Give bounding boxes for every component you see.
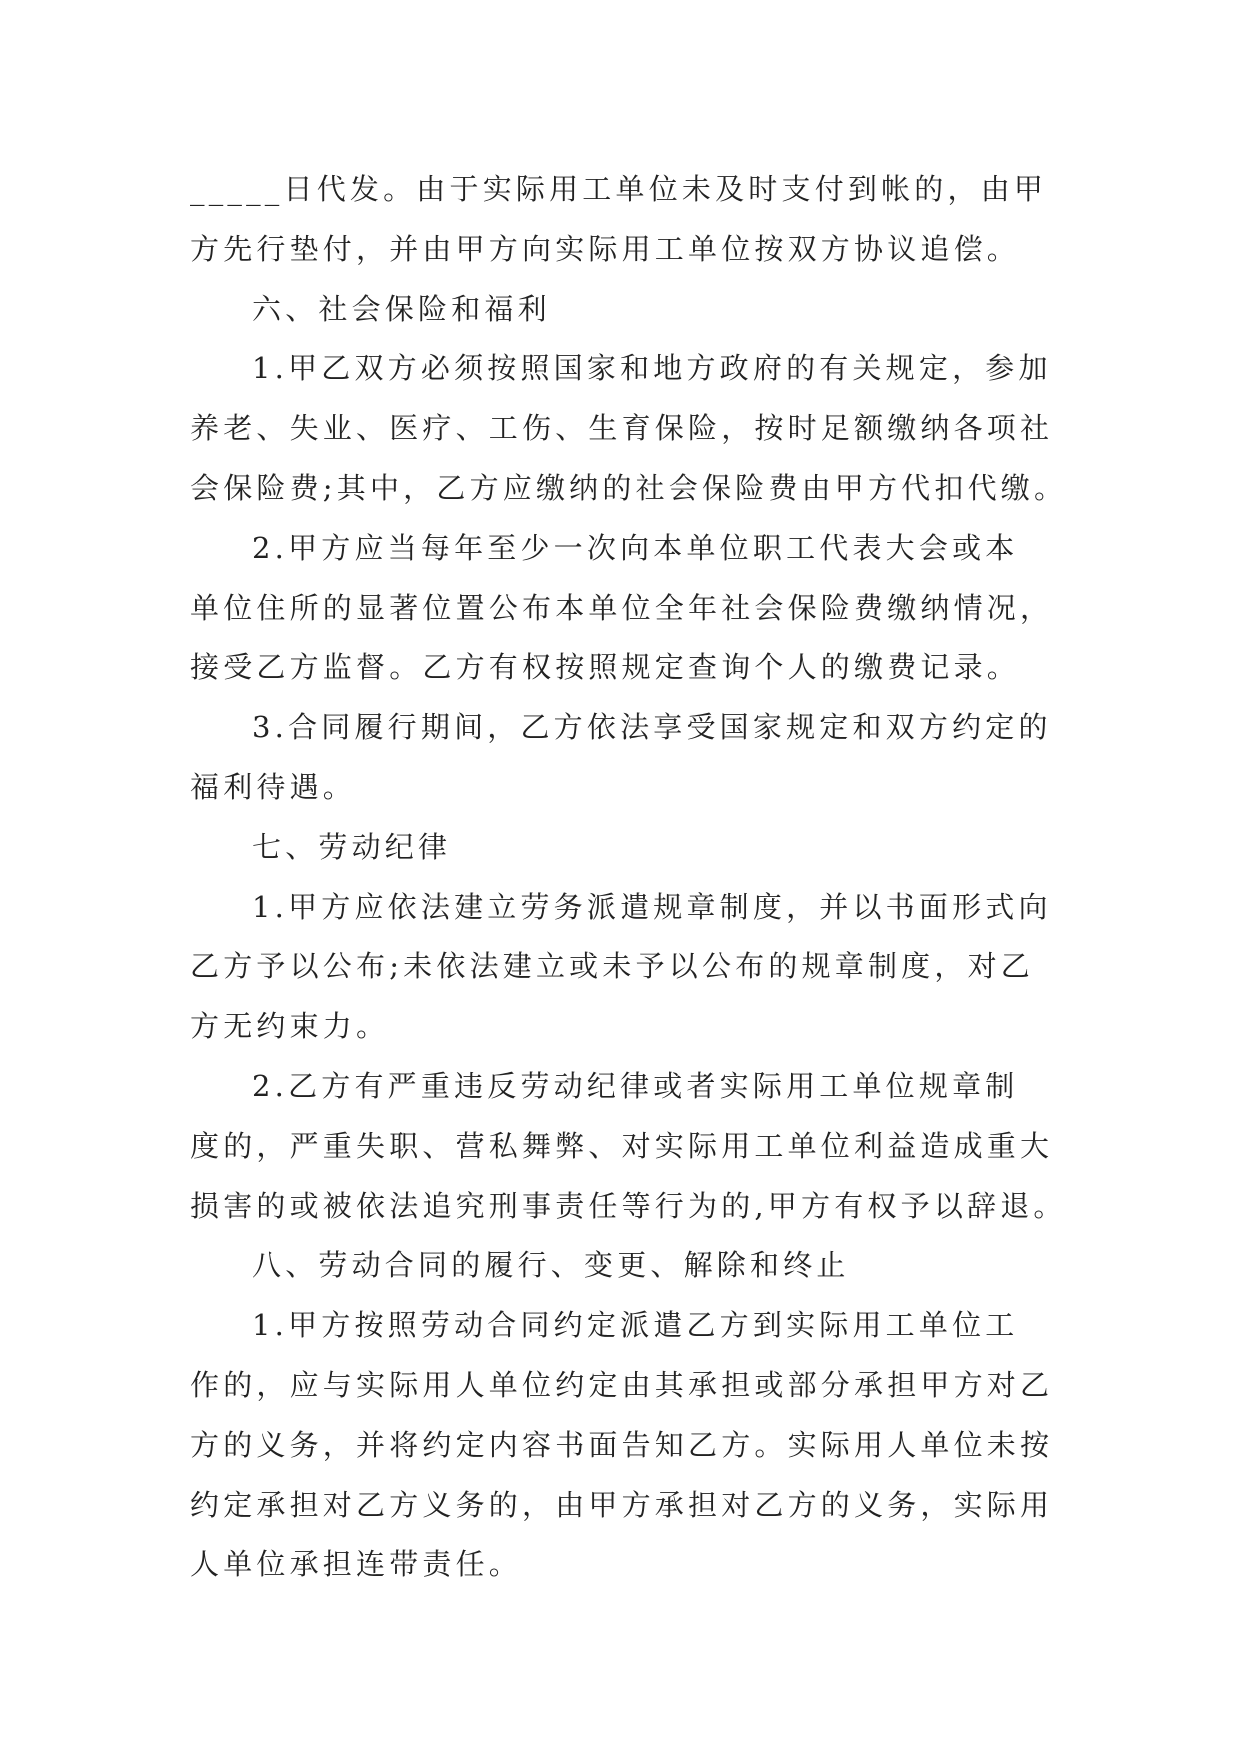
text-line: 人单位承担连带责任。 (190, 1547, 523, 1582)
text-line: 方的义务，并将约定内容书面告知乙方。实际用人单位未按 (190, 1427, 1054, 1462)
text-line: 方先行垫付，并由甲方向实际用工单位按双方协议追偿。 (190, 231, 1021, 266)
text-line: 1.甲乙双方必须按照国家和地方政府的有关规定，参加 (252, 351, 1052, 386)
text-line: 约定承担对乙方义务的，由甲方承担对乙方的义务，实际用 (190, 1487, 1054, 1522)
text-line: 单位住所的显著位置公布本单位全年社会保险费缴纳情况， (190, 590, 1054, 625)
text-line: 八、劳动合同的履行、变更、解除和终止 (252, 1248, 850, 1283)
text-line: 2.甲方应当每年至少一次向本单位职工代表大会或本 (252, 530, 1019, 565)
text-line: 1.甲方应依法建立劳务派遣规章制度，并以书面形式向 (252, 889, 1052, 924)
text-line: 3.合同履行期间，乙方依法享受国家规定和双方约定的 (252, 710, 1052, 745)
text-line: 1.甲方按照劳动合同约定派遣乙方到实际用工单位工 (252, 1308, 1019, 1343)
text-line: 福利待遇。 (190, 769, 357, 804)
document-body (190, 160, 1068, 1595)
text-line: 度的，严重失职、营私舞弊、对实际用工单位利益造成重大 (190, 1128, 1054, 1163)
text-line: 七、劳动纪律 (252, 829, 452, 864)
text-line: 方无约束力。 (190, 1009, 390, 1044)
text-line: 2.乙方有严重违反劳动纪律或者实际用工单位规章制 (252, 1068, 1019, 1103)
text-line: 乙方予以公布;未依法建立或未予以公布的规章制度，对乙 (190, 949, 1034, 984)
text-line: 会保险费;其中，乙方应缴纳的社会保险费由甲方代扣代缴。 (190, 470, 1068, 505)
text-line: 作的，应与实际用人单位约定由其承担或部分承担甲方对乙 (190, 1367, 1054, 1402)
text-line: 损害的或被依法追究刑事责任等行为的,甲方有权予以辞退。 (190, 1188, 1067, 1223)
text-line: 六、社会保险和福利 (252, 291, 551, 326)
text-line: _____日代发。由于实际用工单位未及时支付到帐的，由甲 (190, 172, 1048, 206)
text-line: 接受乙方监督。乙方有权按照规定查询个人的缴费记录。 (190, 650, 1021, 685)
text-line: 养老、失业、医疗、工伤、生育保险，按时足额缴纳各项社 (190, 411, 1054, 446)
